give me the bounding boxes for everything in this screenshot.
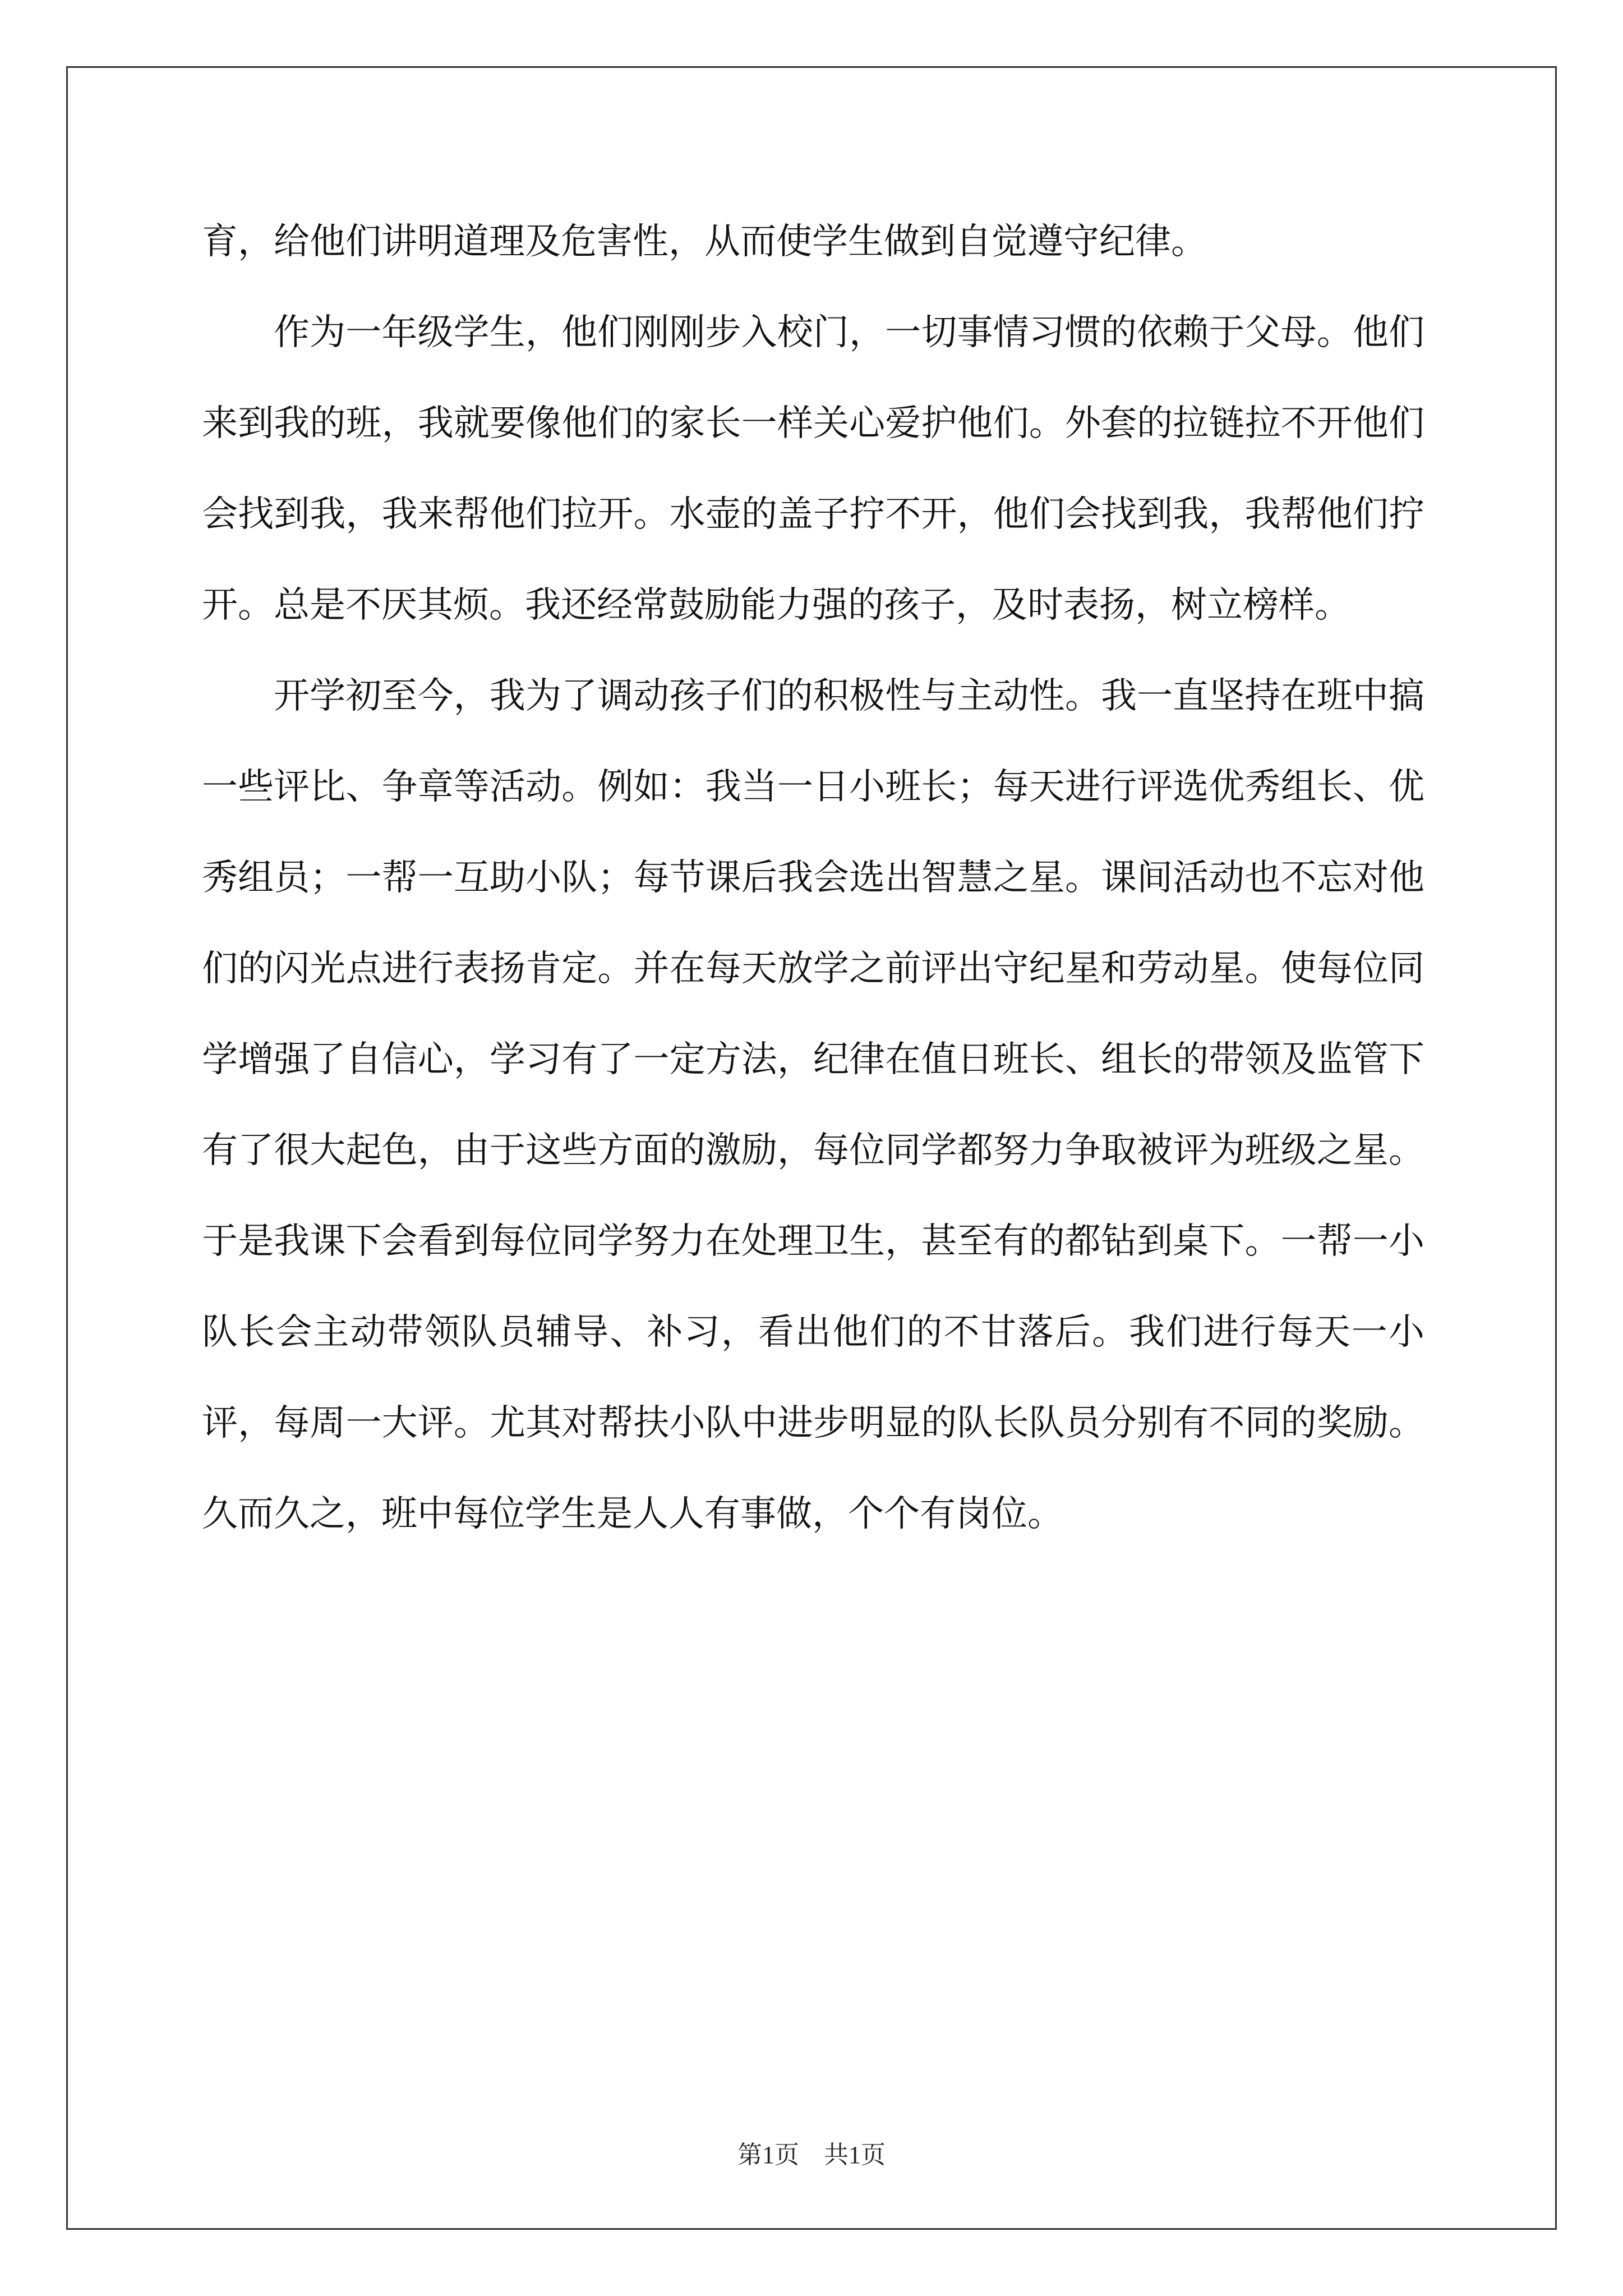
page-number-footer: 第1页 共1页 [737, 2141, 886, 2169]
document-body [202, 196, 1424, 1559]
paragraph-1: 育，给他们讲明道理及危害性，从而使学生做到自觉遵守纪律。 [202, 221, 1207, 263]
paragraph-2: 作为一年级学生，他们刚刚步入校门，一切事情习惯的依赖于父母。他们来到我的班，我就要像他们的家长一样关心爱护他们。外套的拉链拉不开他们会找到我，我来帮他们拉开。水壶的盖子拧不开，他们会找到我，我帮他们拧开。总是不厌其烦。我还经常鼓励能力强的孩子，及时表扬，树立榜样。 [202, 312, 1424, 626]
paragraph-3: 开学初至今，我为了调动孩子们的积极性与主动性。我一直坚持在班中搞一些评比、争章等活动。例如：我当一日小班长；每天进行评选优秀组长、优秀组员；一帮一互助小队；每节课后我会选出智慧之星。课间活动也不忘对他们的闪光点进行表扬肯定。并在每天放学之前评出守纪星和劳动星。使每位同学增强了自信心，学习有了一定方法，纪律在值日班长、组长的带领及监管下有了很大起色，由于这些方面的激励，每位同学都努力争取被评为班级之星。于是我课下会看到每位同学努力在处理卫生，甚至有的都钻到桌下。一帮一小队长会主动带领队员辅导、补习，看出他们的不甘落后。我们进行每天一小评，每周一大评。尤其对帮扶小队中进步明显的队长队员分别有不同的奖励。久而久之，班中每位学生是人人有事做，个个有岗位。 [202, 675, 1424, 1535]
